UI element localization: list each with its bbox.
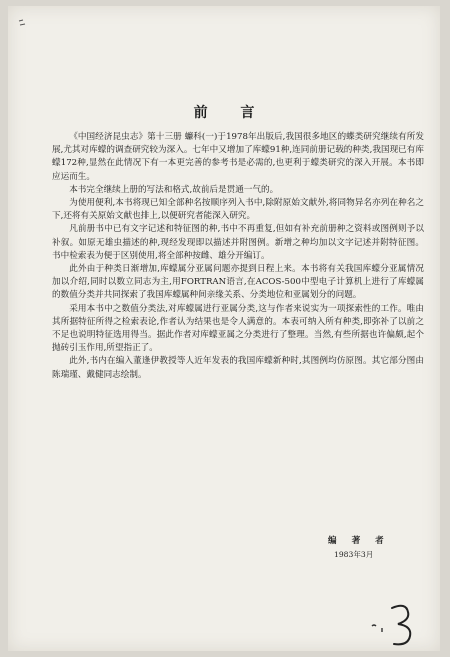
paragraph: 凡前册书中已有文字记述和特征图的种,书中不再重复,但如有补充前册种之资料或图例则予以补叙。如原无雄虫描述的种,现经发现即以描述并附图例。新增之种均加以文字记述并附特征图。书中检索表为便于区别使用,将全部种按雌、雄分开编订。 xyxy=(52,224,424,261)
paragraph: 此外由于种类日渐增加,库蠓属分亚属问题亦提到日程上来。本书将有关我国库蠓分亚属情况加以介绍,同时以数立同志为主,用FORTRAN语言,在ACOS-500中型电子计算机上进行了库蠓属的数值分类并共同探索了我国库蠓属种间亲缘关系、分类地位和亚属划分的问题。 xyxy=(52,264,424,301)
paragraph: 此外,书内在编入董逢伊教授等人近年发表的我国库蠓新种时,其图例均仿原图。其它部分图由陈瑞瑾、戴健同志绘制。 xyxy=(52,356,424,380)
paragraph: 《中国经济昆虫志》第十三册 蠊科(一)于1978年出版后,我国很多地区的蝶类研究继续有所发展,尤其对库蠓的调查研究较为深入。七年中又增加了库蠓91种,连同前册记载的种类,我国现已有库蠓172种,显然在此情况下有一本更完善的参考书是必需的,也更利于蠓类研究的深入开展。本书即应运而生。 xyxy=(52,132,424,182)
page-title: 前 言 xyxy=(193,105,269,121)
preface-body xyxy=(52,131,424,382)
signature-author: 编 著 者 xyxy=(328,536,390,546)
document-page xyxy=(8,6,440,651)
scan-mark xyxy=(18,14,30,24)
handwritten-page-mark xyxy=(368,596,428,646)
paragraph: 采用本书中之数值分类法,对库蠓属进行亚属分类,这与作者来说实为一项探索性的工作。唯由其所据特征所得之检索表论,作者认为结果也是令人满意的。本表可纳入所有种类,即弥补了以前之不足也说明特征选用得当。据此作者对库蠓亚属之分类进行了整理。当然,有些所据也许偏颇,起个抛砖引玉作用,所望指正了。 xyxy=(52,303,424,354)
signature-date: 1983年3月 xyxy=(334,550,374,559)
paragraph: 为使用便利,本书将现已知全部种名按顺序列入书中,除附原始文献外,将同物异名亦列在种名之下,还将有关原始文献也排上,以便研究者能深入研究。 xyxy=(52,198,424,222)
paragraph: 本书完全继续上册的写法和格式,故前后是贯通一气的。 xyxy=(69,184,279,195)
